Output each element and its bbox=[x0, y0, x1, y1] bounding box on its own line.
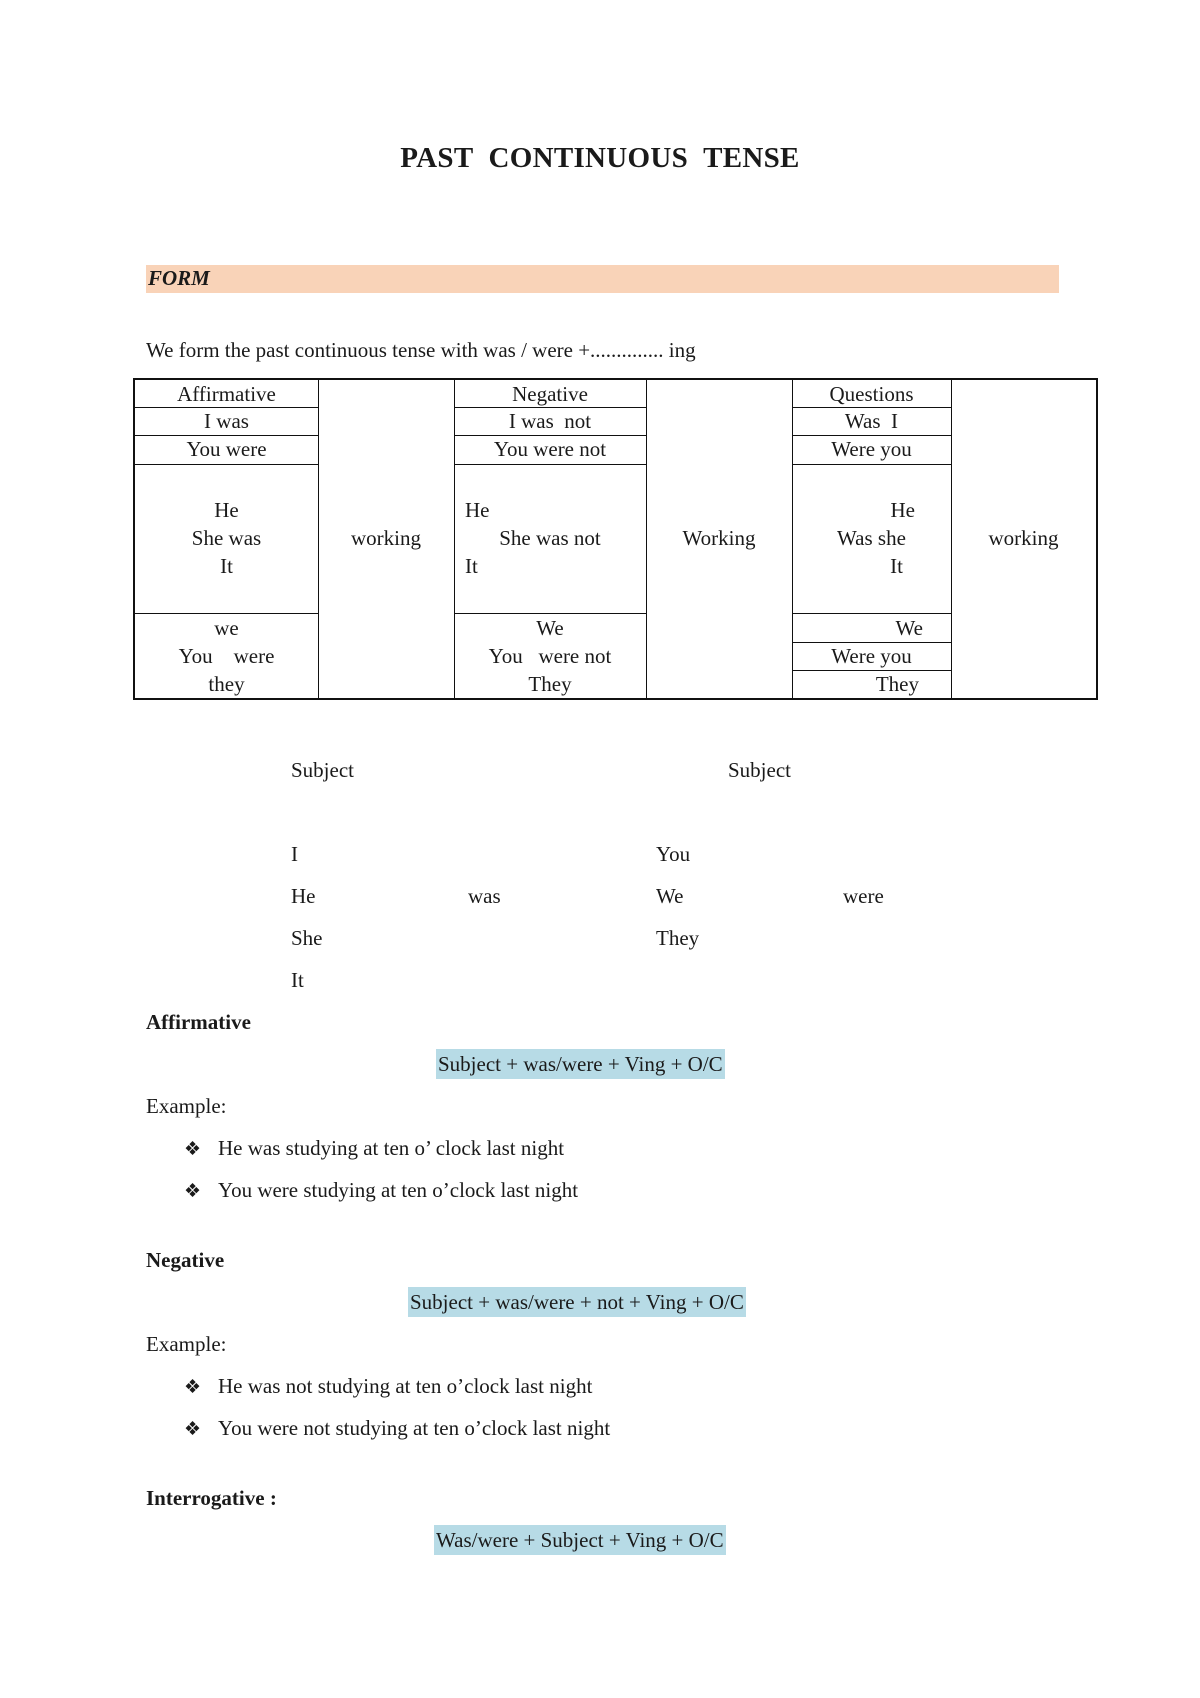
affirmative-cell: She was bbox=[191, 526, 262, 550]
negative-header: Negative bbox=[512, 382, 588, 406]
example-item bbox=[184, 1416, 610, 1441]
negative-formula: Subject + was/were + not + Ving + O/C bbox=[408, 1287, 746, 1317]
affirmative-cell: It bbox=[220, 554, 233, 578]
form-section-bar bbox=[146, 265, 1059, 293]
affirmative-heading: Affirmative bbox=[146, 1010, 251, 1034]
negative-heading: Negative bbox=[146, 1248, 225, 1272]
questions-cell: He bbox=[890, 498, 915, 522]
bullet-icon: ❖ bbox=[184, 1377, 202, 1398]
bullet-icon: ❖ bbox=[184, 1419, 202, 1440]
verb-was: was bbox=[468, 884, 501, 908]
subject-item: He bbox=[291, 884, 316, 908]
negative-cell: We bbox=[536, 616, 564, 640]
example-item bbox=[184, 1178, 578, 1203]
affirmative-formula: Subject + was/were + Ving + O/C bbox=[436, 1049, 725, 1079]
questions-verb: working bbox=[988, 526, 1059, 550]
questions-cell: Were you bbox=[831, 437, 912, 461]
questions-cell: Was I bbox=[844, 409, 899, 433]
conjugation-table bbox=[133, 378, 1098, 700]
affirmative-cell: I was bbox=[204, 409, 249, 433]
affirmative-header: Affirmative bbox=[177, 382, 276, 406]
row-divider bbox=[454, 464, 646, 465]
example-text: He was studying at ten o’ clock last night bbox=[218, 1136, 565, 1160]
questions-cell: We bbox=[895, 616, 923, 640]
negative-cell: I was not bbox=[508, 409, 592, 433]
example-label: Example: bbox=[146, 1094, 227, 1118]
example-text: You were not studying at ten o’clock last night bbox=[218, 1416, 611, 1440]
subject-item: They bbox=[656, 926, 700, 950]
form-heading: FORM bbox=[148, 266, 210, 290]
example-text: You were studying at ten o’clock last night bbox=[218, 1178, 579, 1202]
subject-item: We bbox=[656, 884, 684, 908]
subject-item: She bbox=[291, 926, 323, 950]
intro-text: We form the past continuous tense with was / were +.............. ing bbox=[146, 338, 696, 362]
affirmative-cell: we bbox=[214, 616, 239, 640]
questions-cell: It bbox=[890, 554, 903, 578]
subject-item: I bbox=[291, 842, 298, 866]
bullet-icon: ❖ bbox=[184, 1181, 202, 1202]
negative-cell: He bbox=[465, 498, 490, 522]
example-item bbox=[184, 1136, 564, 1161]
affirmative-verb: working bbox=[351, 526, 421, 550]
subject-item: You bbox=[656, 842, 691, 866]
example-item bbox=[184, 1374, 592, 1399]
row-divider bbox=[135, 464, 318, 465]
negative-verb: Working bbox=[682, 526, 756, 550]
negative-cell: You were not bbox=[488, 644, 612, 668]
example-text: He was not studying at ten o’clock last night bbox=[218, 1374, 593, 1398]
affirmative-cell: they bbox=[208, 672, 245, 696]
example-label: Example: bbox=[146, 1332, 227, 1356]
negative-cell: It bbox=[465, 554, 478, 578]
affirmative-cell: He bbox=[214, 498, 239, 522]
subject-item: It bbox=[291, 968, 304, 992]
row-divider bbox=[792, 464, 951, 465]
negative-cell: She was not bbox=[499, 526, 601, 550]
questions-cell: Was she bbox=[837, 526, 906, 550]
subject-heading-right: Subject bbox=[728, 758, 791, 782]
questions-header: Questions bbox=[829, 382, 914, 406]
questions-cell: They bbox=[875, 672, 919, 696]
subject-heading-left: Subject bbox=[291, 758, 354, 782]
negative-cell: You were not bbox=[493, 437, 607, 461]
interrogative-formula: Was/were + Subject + Ving + O/C bbox=[434, 1525, 726, 1555]
verb-were: were bbox=[843, 884, 884, 908]
affirmative-cell: You were bbox=[178, 644, 275, 668]
questions-cell: Were you bbox=[831, 644, 912, 668]
interrogative-heading: Interrogative : bbox=[146, 1486, 277, 1510]
affirmative-cell: You were bbox=[186, 437, 267, 461]
bullet-icon: ❖ bbox=[184, 1139, 202, 1160]
page-title: PAST CONTINUOUS TENSE bbox=[400, 142, 800, 174]
negative-cell: They bbox=[528, 672, 572, 696]
